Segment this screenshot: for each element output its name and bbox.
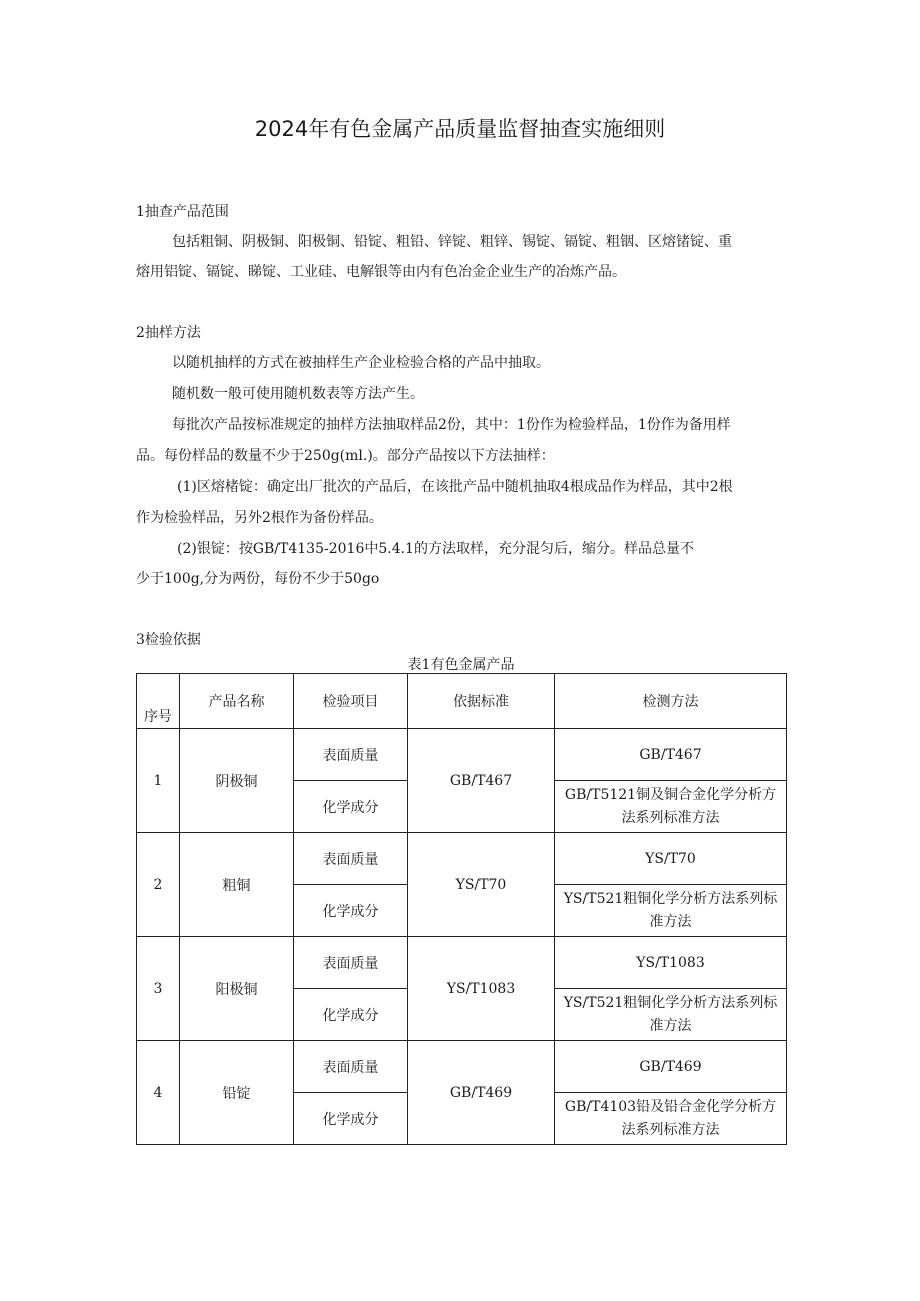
- test-method: [555, 1041, 787, 1093]
- test-method-line: 法系列标准方法: [621, 809, 720, 826]
- inspection-item: 表面质量: [294, 937, 408, 989]
- table-row: [137, 937, 787, 989]
- row-number: 1: [137, 729, 180, 833]
- section2-line: (2)银锭：按GB/T4135-2016中5.4.1的方法取样，充分混匀后，缩分。样品总量不: [177, 541, 694, 557]
- standard: GB/T467: [408, 729, 555, 833]
- test-method-line: 准方法: [649, 913, 692, 930]
- product-name: 铅锭: [180, 1041, 294, 1145]
- test-method: [555, 937, 787, 989]
- test-method-line: YS/T1083: [636, 954, 705, 971]
- section2-line: 品。每份样品的数量不少于250g(ml.)。部分产品按以下方法抽样：: [136, 448, 555, 464]
- product-name: 阴极铜: [180, 729, 294, 833]
- section1-line: 熔用铝锭、镉锭、睇锭、工业硅、电解银等由内有色冶金企业生产的冶炼产品。: [136, 264, 626, 280]
- test-method-line: YS/T521粗铜化学分析方法系列标: [563, 890, 778, 907]
- row-number: 2: [137, 833, 180, 937]
- product-name: 阳极铜: [180, 937, 294, 1041]
- test-method-line: 准方法: [649, 1017, 692, 1034]
- section1-heading: 1抽查产品范围: [136, 204, 229, 220]
- test-method: [555, 885, 787, 937]
- table-row: [137, 1041, 787, 1093]
- section2-line: 以随机抽样的方式在被抽样生产企业检验合格的产品中抽取。: [172, 355, 550, 371]
- test-method: [555, 781, 787, 833]
- section2-line: 随机数一般可使用随机数表等方法产生。: [172, 386, 424, 402]
- section2-line: 作为检验样品，另外2根作为备份样品。: [136, 510, 383, 526]
- section2-line: 少于100g,分为两份，每份不少于50go: [136, 571, 380, 587]
- col-header-item: 检验项目: [294, 674, 408, 729]
- test-method-line: YS/T521粗铜化学分析方法系列标: [563, 994, 778, 1011]
- test-method: [555, 833, 787, 885]
- section2-heading: 2抽样方法: [136, 325, 201, 341]
- row-number: 4: [137, 1041, 180, 1145]
- test-method-line: GB/T4103铅及铅合金化学分析方: [564, 1098, 777, 1115]
- inspection-item: 表面质量: [294, 1041, 408, 1093]
- col-header-name: 产品名称: [180, 674, 294, 729]
- test-method-line: GB/T469: [639, 1058, 702, 1075]
- col-header-method: 检测方法: [555, 674, 787, 729]
- section2-line: (1)区熔楮锭：确定出厂批次的产品后，在该批产品中随机抽取4根成品作为样品，其中2根: [177, 479, 733, 495]
- table-caption: 表1有色金属产品: [407, 657, 515, 673]
- standard: YS/T70: [408, 833, 555, 937]
- inspection-item: 化学成分: [294, 885, 408, 937]
- row-number: 3: [137, 937, 180, 1041]
- standard: GB/T469: [408, 1041, 555, 1145]
- test-method-line: GB/T5121铜及铜合金化学分析方: [564, 786, 777, 803]
- table-row: [137, 729, 787, 781]
- test-method: [555, 729, 787, 781]
- page-title: 2024年有色金属产品质量监督抽查实施细则: [254, 117, 666, 141]
- test-method-line: 法系列标准方法: [621, 1121, 720, 1138]
- inspection-item: 化学成分: [294, 1093, 408, 1145]
- inspection-item: 表面质量: [294, 729, 408, 781]
- section1-line: 包括粗铜、阴极铜、阳极铜、铅锭、粗铅、锌锭、粗锌、锡锭、镉锭、粗铟、区熔锗锭、重: [172, 234, 732, 250]
- products-table: [136, 673, 787, 1145]
- test-method: [555, 1093, 787, 1145]
- test-method-line: YS/T70: [645, 850, 696, 867]
- inspection-item: 化学成分: [294, 989, 408, 1041]
- table-header-row: [137, 674, 787, 729]
- inspection-item: 化学成分: [294, 781, 408, 833]
- test-method-line: GB/T467: [639, 746, 702, 763]
- standard: YS/T1083: [408, 937, 555, 1041]
- product-name: 粗铜: [180, 833, 294, 937]
- test-method: [555, 989, 787, 1041]
- col-header-standard: 依据标准: [408, 674, 555, 729]
- col-header-seq: 序号: [137, 674, 180, 729]
- inspection-item: 表面质量: [294, 833, 408, 885]
- table-row: [137, 833, 787, 885]
- section2-line: 每批次产品按标准规定的抽样方法抽取样品2份，其中：1份作为检验样品，1份作为备用样: [172, 417, 731, 433]
- section3-heading: 3检验依据: [136, 632, 201, 648]
